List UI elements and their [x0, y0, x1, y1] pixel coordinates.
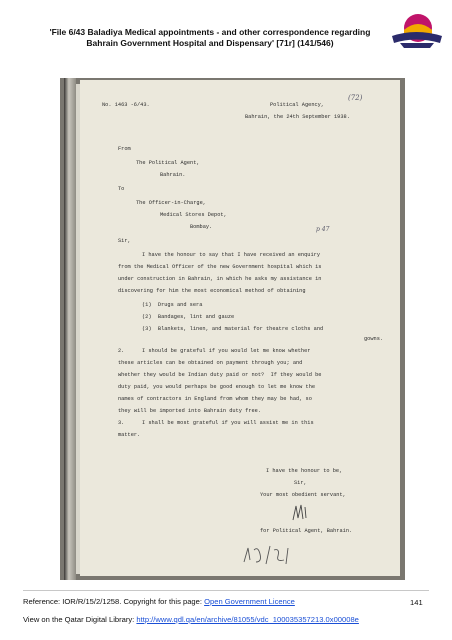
closing-line-1: I have the honour to be,: [266, 468, 343, 474]
letter-date: Bahrain, the 24th September 1938.: [245, 114, 350, 120]
para2-line-6: they will be imported into Bahrain duty free.: [118, 408, 262, 414]
para2-line-3: whether they would be Indian duty paid or not? If they would be: [118, 372, 322, 378]
para2-line-1: I should be grateful if you would let me know whether: [142, 348, 311, 354]
list-item-1: (1) Drugs and sera: [142, 302, 203, 308]
list-item-3: (3) Blankets, linen, and material for theatre cloths and: [142, 326, 324, 332]
reference-text: Reference: IOR/R/15/2/1258. Copyright for this page:: [23, 597, 205, 606]
salutation: Sir,: [118, 238, 131, 244]
footer-reference: [23, 597, 295, 606]
para2-line-4: duty paid, you would perhaps be good enough to let me know the: [118, 384, 316, 390]
from-label: From: [118, 146, 131, 152]
title-line-2: Bahrain Government Hospital and Dispensary' [71r] (141/546): [86, 38, 334, 48]
to-dept: Medical Stores Depot,: [160, 212, 227, 218]
binding-edge: [64, 78, 76, 580]
qatar-digital-library-logo-icon[interactable]: [388, 10, 444, 50]
to-label: To: [118, 186, 125, 192]
para1-line-3: under construction in Bahrain, in which he asks my assistance in: [118, 276, 322, 282]
list-item-3-cont: gowns.: [364, 336, 384, 342]
closing-line-2: Sir,: [294, 480, 307, 486]
footer-divider: [23, 590, 429, 591]
title-line-1: 'File 6/43 Baladiya Medical appointments - and other correspondence regarding: [49, 27, 371, 37]
letter-page: [80, 80, 400, 576]
list-item-2: (2) Bandages, lint and gauze: [142, 314, 235, 320]
page-header-title: [40, 27, 380, 49]
to-name: The Officer-in-Charge,: [136, 200, 206, 206]
view-text: View on the Qatar Digital Library:: [23, 615, 137, 624]
licence-link[interactable]: Open Government Licence: [204, 597, 295, 606]
from-place: Bahrain.: [160, 172, 186, 178]
signature-block: for Political Agent, Bahrain.: [260, 528, 353, 534]
para3-line-1: I shall be most grateful if you will assist me in this: [142, 420, 314, 426]
para3-line-2: matter.: [118, 432, 141, 438]
letter-number: No. 1463 -6/43.: [102, 102, 150, 108]
closing-line-3: Your most obedient servant,: [260, 492, 346, 498]
para2-line-5: names of contractors in England from whom they may be had, so: [118, 396, 312, 402]
page-number: 141: [410, 598, 423, 607]
para2-number: 2.: [118, 348, 125, 354]
para2-line-2: these articles can be obtained on payment through you; and: [118, 360, 303, 366]
handwritten-signature-icon: [290, 502, 314, 524]
para1-line-2: from the Medical Officer of the new Government hospital which is: [118, 264, 322, 270]
para1-line-1: I have the honour to say that I have received an enquiry: [142, 252, 321, 258]
from-name: The Political Agent,: [136, 160, 200, 166]
margin-note: p 47: [316, 226, 330, 233]
qdl-url-link[interactable]: http://www.qdl.qa/en/archive/81055/vdc_100035357213.0x00008e: [136, 615, 359, 624]
folio-stamp: (72): [348, 94, 363, 102]
para3-number: 3.: [118, 420, 125, 426]
para1-line-4: discovering for him the most economical method of obtaining: [118, 288, 306, 294]
scanned-document-image: [60, 78, 405, 580]
handwritten-initials-icon: [240, 542, 300, 568]
letter-agency: Political Agency,: [270, 102, 325, 108]
footer-view-link: [23, 615, 359, 624]
to-place: Bombay.: [190, 224, 213, 230]
